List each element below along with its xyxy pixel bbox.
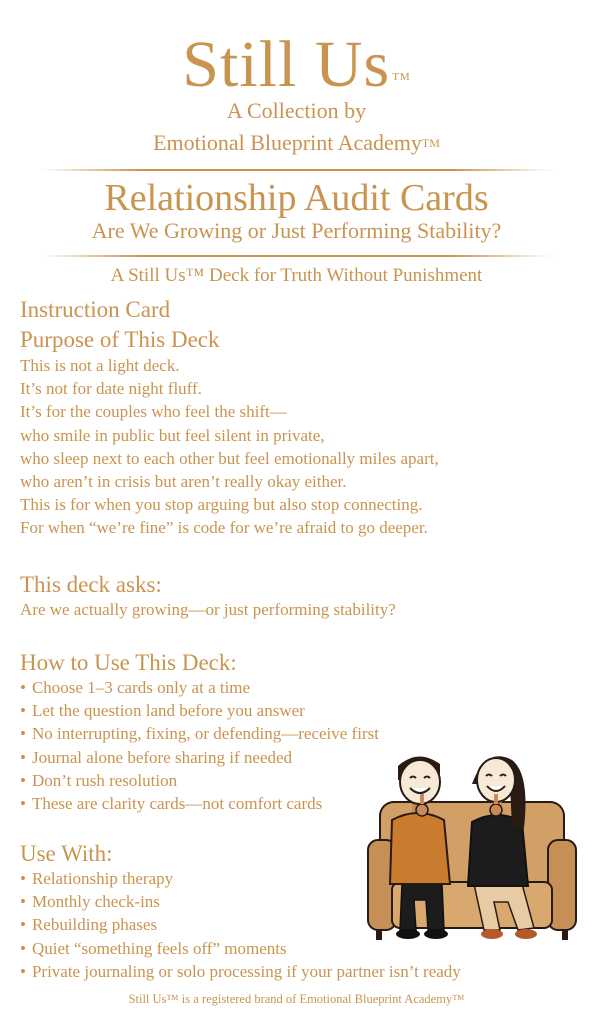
list-item: • Relationship therapy bbox=[20, 867, 461, 890]
deck-title: Relationship Audit Cards bbox=[104, 177, 489, 219]
academy-line: Emotional Blueprint Academy™ bbox=[153, 130, 440, 155]
list-item: • Quiet “something feels off” moments bbox=[20, 937, 461, 960]
purpose-line: This is for when you stop arguing but also stop connecting. bbox=[20, 495, 423, 515]
list-item: • Rebuilding phases bbox=[20, 913, 461, 936]
purpose-line: who sleep next to each other but feel emotionally miles apart, bbox=[20, 448, 439, 468]
use-with-heading: Use With: bbox=[20, 841, 113, 866]
divider-top bbox=[40, 169, 553, 171]
purpose-line: For when “we’re fine” is code for we’re afraid to go deeper. bbox=[20, 518, 428, 538]
purpose-paragraph bbox=[20, 354, 580, 540]
deck-subtitle: Are We Growing or Just Performing Stability? bbox=[91, 218, 502, 243]
how-to-use-heading: How to Use This Deck: bbox=[20, 650, 237, 675]
list-item: • Monthly check-ins bbox=[20, 890, 461, 913]
asks-heading: This deck asks: bbox=[20, 572, 162, 597]
purpose-heading: Purpose of This Deck bbox=[20, 327, 220, 352]
list-item: • Don’t rush resolution bbox=[20, 769, 379, 792]
list-item: • Let the question land before you answer bbox=[20, 699, 379, 722]
list-item: • No interrupting, fixing, or defending—receive first bbox=[20, 722, 379, 745]
purpose-line: who aren’t in crisis but aren’t really okay either. bbox=[20, 472, 347, 492]
list-item: • These are clarity cards—not comfort cards bbox=[20, 792, 379, 815]
divider-bottom bbox=[40, 255, 553, 257]
deck-tagline: A Still Us™ Deck for Truth Without Punishment bbox=[110, 265, 483, 286]
footer-note: Still Us™ is a registered brand of Emotional Blueprint Academy™ bbox=[128, 992, 465, 1006]
academy-trademark: TM bbox=[421, 136, 440, 150]
purpose-line: This is not a light deck. bbox=[20, 356, 180, 375]
purpose-line: It’s not for date night fluff. bbox=[20, 379, 202, 399]
how-to-use-list bbox=[20, 676, 379, 815]
purpose-line: who smile in public but feel silent in private, bbox=[20, 425, 325, 445]
purpose-line: It’s for the couples who feel the shift— bbox=[20, 402, 287, 422]
collection-line: A Collection by bbox=[226, 98, 367, 123]
couple-mask-illustration bbox=[362, 744, 582, 944]
asks-text: Are we actually growing—or just performing stability? bbox=[20, 600, 396, 619]
brand-title: Still Us ™ bbox=[182, 28, 411, 101]
list-item: • Choose 1–3 cards only at a time bbox=[20, 676, 379, 699]
list-item: • Journal alone before sharing if needed bbox=[20, 746, 379, 769]
list-item: • Private journaling or solo processing if your partner isn’t ready bbox=[20, 960, 461, 983]
instruction-card-heading: Instruction Card bbox=[20, 297, 171, 322]
brand-trademark: TM bbox=[392, 71, 411, 83]
